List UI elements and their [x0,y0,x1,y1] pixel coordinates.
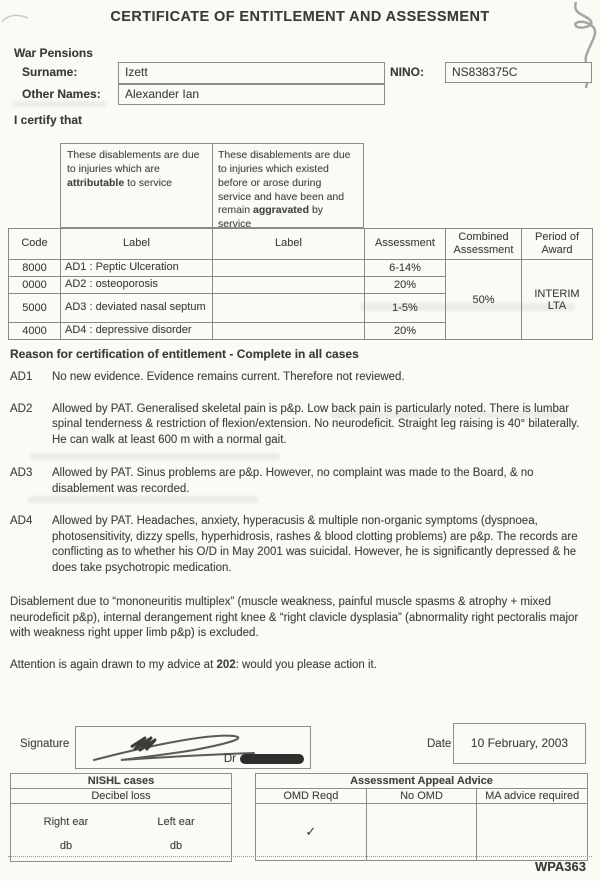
nishl-subtitle: Decibel loss [11,789,231,804]
col-header-label2: Label [213,229,365,260]
page-title: CERTIFICATE OF ENTITLEMENT AND ASSESSMENT [110,9,490,25]
cell-period-of-award: INTERIM LTA [522,260,593,340]
cell-label: AD2 : osteoporosis [61,277,213,294]
col-header-label1: Label [61,229,213,260]
signature-box [75,726,311,769]
right-ear-label: Right ear [43,816,89,828]
reason-heading: Reason for certification of entitlement - Complete in all cases [10,347,359,361]
cell-code: 4000 [9,323,61,340]
other-names-field: Alexander Ian [118,84,385,105]
col-header-period: Period of Award [522,229,593,260]
appeal-advice-table [255,773,588,861]
col-header-code: Code [9,229,61,260]
form-code: WPA363 [534,859,586,874]
cell-assessment: 6-14% [365,260,446,277]
nino-field: NS838375C [445,62,592,83]
attention-paragraph [10,658,588,674]
reason-item-ad4 [10,514,592,576]
cell-code: 5000 [9,294,61,323]
footer-divider [8,856,592,857]
col-header-omd-reqd: OMD Reqd [256,789,367,803]
aggravated-note-pre: These disablements are due to injuries which existed before or arose during service and have been and remain [218,149,351,217]
cell-label: AD3 : deviated nasal septum [61,294,213,323]
date-field: 10 February, 2003 [453,723,586,764]
reason-section [10,370,592,576]
cell-assessment: 20% [365,277,446,294]
reason-text: No new evidence. Evidence remains current. Therefore not reviewed. [52,371,405,383]
attention-post: : would you please action it. [235,659,377,671]
reason-code: AD4 [10,515,33,528]
col-header-no-omd: No OMD [367,789,478,803]
war-pensions-label: War Pensions [14,46,93,60]
left-ear-label: Left ear [157,816,195,828]
attention-ref-code: 202 [216,659,236,671]
cell-code: 0000 [9,277,61,294]
nino-label: NINO: [390,65,424,79]
signature-label: Signature [20,738,70,750]
nishl-title: NISHL cases [11,774,231,789]
date-label: Date [427,738,452,750]
cell-label2 [213,260,365,277]
attributable-note [60,143,213,228]
attributable-note-bold: attributable [67,176,125,189]
reason-text: Allowed by PAT. Sinus problems are p&p. However, no complaint was made to the Board, & no disablement was recorded. [52,467,534,495]
appeal-body-row [256,804,587,860]
certify-heading: I certify that [14,113,83,127]
check-mark-icon: ✓ [305,824,317,839]
nishl-table [10,773,232,862]
surname-label: Surname: [22,65,78,79]
doctor-name-line [224,753,304,765]
reason-code: AD3 [10,467,33,480]
scan-artifact [12,101,107,107]
cell-label2 [213,323,365,340]
cell-label2 [213,277,365,294]
reason-code: AD2 [10,402,33,415]
cell-code: 8000 [9,260,61,277]
cell-assessment: 1-5% [365,294,446,323]
reason-text: Allowed by PAT. Headaches, anxiety, hyperacusis & multiple non-organic symptoms (dyspnoea, photosensitivity, dizzy spells, hyperhidrosis, rashes & blood clotting problems) are p&p. The records are conflicting as to whether his O/D in May 2001 was suicidal. However, he is significantly depressed & he does take psychotropic medication. [52,515,578,574]
attributable-note-pre: These disablements are due to injuries which are [67,149,200,175]
right-ear-db-unit: db [59,840,73,852]
surname-field: Izett [118,62,385,84]
attributable-note-post: to service [124,176,173,189]
redaction-bar [240,754,304,764]
cell-label2 [213,294,365,323]
exclusion-paragraph: Disablement due to “mononeuritis multiplex” (muscle weakness, painful muscle spasms & atrophy + mixed neurodeficit p&p), internal derangement right knee & “right clavicle dysplasia” (abnormality right pectoralis major with weakness right upper limb p&p) is excluded. [10,596,579,640]
no-omd-cell [367,804,478,860]
nishl-body [11,804,231,861]
col-header-assessment: Assessment [365,229,446,260]
cell-label: AD4 : depressive disorder [61,323,213,340]
doctor-prefix: Dr [223,753,236,765]
aggravated-note [212,143,364,231]
attention-pre: Attention is again drawn to my advice at [10,659,217,671]
table-header-row [9,229,593,260]
ma-advice-cell [477,804,587,860]
reason-text: Allowed by PAT. Generalised skeletal pain is p&p. Low back pain is particularly noted. There is lumbar spinal tenderness & restriction of flexion/extension. No neurodeficit. Straight leg raising is 40° bilaterally. He can walk at least 600 m with a normal gait. [52,402,580,446]
appeal-column-headers [256,789,587,804]
cell-combined-assessment: 50% [446,260,522,340]
reason-item-ad1 [10,370,592,386]
aggravated-note-post: by service [218,204,324,231]
reason-item-ad3 [10,466,592,497]
cell-assessment: 20% [365,323,446,340]
aggravated-note-bold: aggravated [253,204,310,217]
reason-item-ad2 [10,402,592,449]
appeal-title: Assessment Appeal Advice [256,774,587,789]
omd-reqd-cell [256,804,367,860]
table-row [9,260,593,277]
reason-code: AD1 [10,371,33,383]
col-header-combined: Combined Assessment [446,229,522,260]
left-ear-db-unit: db [169,840,183,852]
other-names-label: Other Names: [22,87,101,101]
cell-label: AD1 : Peptic Ulceration [61,260,213,277]
entitlement-table [8,228,593,340]
col-header-ma-advice: MA advice required [485,790,580,802]
